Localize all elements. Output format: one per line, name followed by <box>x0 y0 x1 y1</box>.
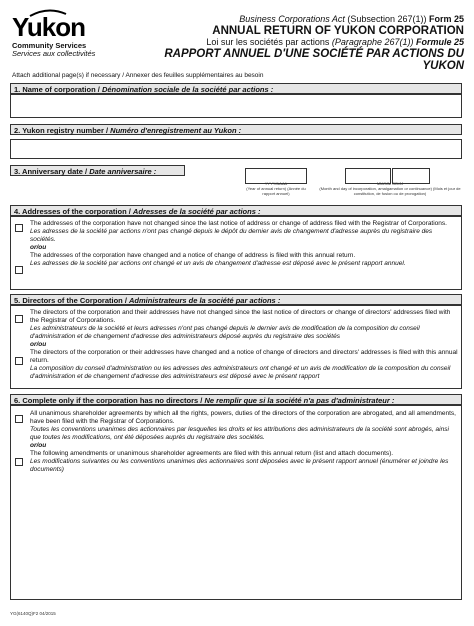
addresses-unchanged-checkbox[interactable] <box>15 224 23 232</box>
section-3-header: 3. Anniversary date / Date anniversaire : <box>10 165 185 176</box>
addresses-changed-checkbox[interactable] <box>15 266 23 274</box>
form-title-fr: RAPPORT ANNUEL D'UNE SOCIÉTÉ PAR ACTIONS DU YUKON <box>164 48 464 72</box>
form-code: YG(6140Q)F2 04/2015 <box>10 611 56 616</box>
logo-wordmark: Yukon <box>12 12 86 42</box>
agreements-option-text: All unanimous shareholder agreements by which all the rights, powers, duties of the directors of the corporation are abrogated, and all amendments, have been filed with the Registrar of Corporations. Toutes les conventions unanimes des actionnaires par lesquelles les droits et les attributions des administrateurs de la société sont abrogés, ainsi que toutes les modifications, ont été déposées auprès du registraire des sociétés. or/ou The following amendments or unanimous shareholder agreements are filed with this annual return (list and attach documents). Les modifications suivantes ou les conventions unanimes des actionnaires sont déposées avec le présent rapport annuel (énumérer et joindre les documents) <box>30 410 456 473</box>
month-day-format-label: MM/MM DD/JJ <box>376 181 404 186</box>
agreements-filed-checkbox[interactable] <box>15 415 23 423</box>
corporation-name-field[interactable] <box>10 94 462 118</box>
directors-unchanged-checkbox[interactable] <box>15 315 23 323</box>
year-format-label: YYYY/AAAA <box>264 181 288 186</box>
form-header <box>134 14 464 72</box>
section-6-header: 6. Complete only if the corporation has no directors / Ne remplir que si la société n'a pas d'administrateur : <box>10 394 462 405</box>
directors-option-text: The directors of the corporation and their addresses have not changed since the last notice of directors or change of directors' addresses filed with the Registrar of Corporations. Les administrateurs de la société et leurs adresses n'ont pas changé depuis le dernier avis de modification de la composition du conseil d'administration et de changement d'adresse des administrateurs déposé auprès du registraire des sociétés or/ou The directors of the corporation or their addresses have changed and a notice of change of directors and directors' addresses is filed with this annual return. La composition du conseil d'administration ou les adresses des administrateurs ont changé et un avis de modification de la composition du conseil d'administration et de changement d'adresse des administrateurs est déposé avec le présent rapport <box>30 309 458 380</box>
addresses-option-text: The addresses of the corporation have not changed since the last notice of address or change of address filed with the Registrar of Corporations. Les adresses de la société par actions n'ont pas changé depuis le dépôt du dernier avis de changement d'adresse auprès du registraire des sociétés. or/ou The addresses of the corporation have changed and a notice of change of address is filed with this annual return. Les adresses de la société par actions ont changé et un avis de changement d'adresse est déposé avec le présent rapport annuel. <box>30 220 447 267</box>
section-2-header: 2. Yukon registry number / Numéro d'enregistrement au Yukon : <box>10 124 462 135</box>
yukon-logo <box>12 14 142 58</box>
form-title-en: ANNUAL RETURN OF YUKON CORPORATION <box>212 25 464 37</box>
act-line-fr: Loi sur les sociétés par actions (Paragraphe 267(1)) Formule 25 <box>206 37 464 47</box>
section-1-header: 1. Name of corporation / Dénomination sociale de la société par actions : <box>10 83 462 94</box>
month-day-caption: (Month and day of incorporation, amalgamation or continuance) (Mois et jour de constitution, de fusion ou de prorogation) <box>319 186 461 196</box>
logo-line-en: Community Services <box>12 41 87 50</box>
attach-note: Attach additional page(s) if necessary / Annexer des feuilles supplémentaires au besoin <box>12 72 264 79</box>
act-line-en: Business Corporations Act (Subsection 267(1)) Form 25 <box>239 14 464 24</box>
directors-changed-checkbox[interactable] <box>15 357 23 365</box>
registry-number-field[interactable] <box>10 139 462 159</box>
section-4-header: 4. Addresses of the corporation / Adresses de la société par actions : <box>10 205 462 216</box>
logo-line-fr: Services aux collectivités <box>12 49 96 58</box>
year-caption: (Year of annual return) (Année du rapport annuel) <box>246 186 306 196</box>
section-5-header: 5. Directors of the Corporation / Administrateurs de la société par actions : <box>10 294 462 305</box>
amendments-filed-checkbox[interactable] <box>15 458 23 466</box>
